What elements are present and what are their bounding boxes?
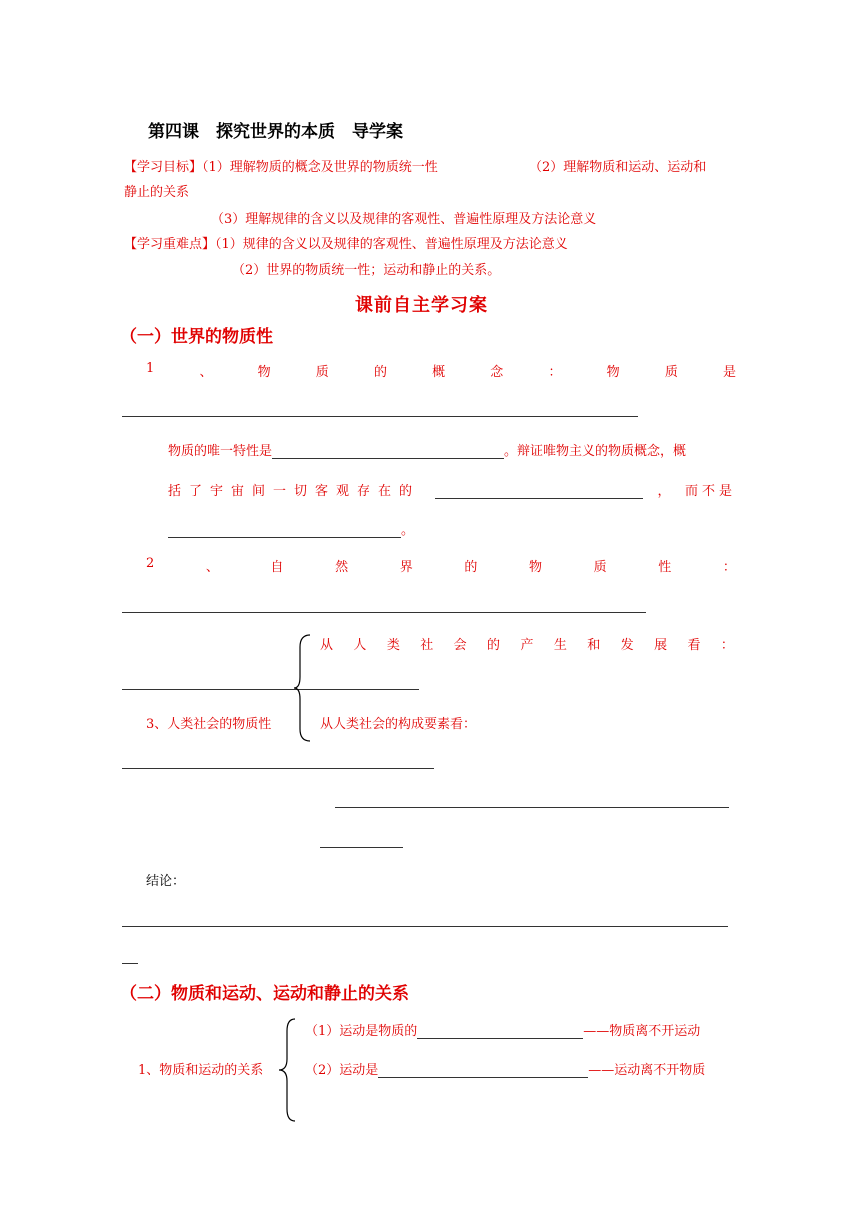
q3-blank-line2[interactable] bbox=[122, 754, 434, 769]
q1-spread-line bbox=[146, 361, 736, 380]
conclusion-blank-line[interactable] bbox=[122, 912, 728, 927]
conclusion-blank-tail[interactable] bbox=[122, 949, 138, 964]
goals-label: 【学习目标】 bbox=[124, 160, 203, 175]
spread-char: 质 bbox=[664, 365, 678, 380]
goals-item2a: （2）理解物质和运动、运动和 bbox=[529, 160, 707, 175]
spread-char: 生 bbox=[553, 638, 567, 653]
part2-blank-existence-form[interactable] bbox=[417, 1026, 583, 1039]
q3-branch1-line bbox=[320, 634, 734, 653]
spread-char: 自 bbox=[270, 560, 284, 575]
part2-branch1-prefix: （1）运动是物质的 bbox=[305, 1024, 418, 1039]
spread-char: 社 bbox=[420, 638, 434, 653]
brace-icon bbox=[277, 1017, 299, 1123]
spread-char: 质 bbox=[593, 560, 607, 575]
q3-blank-line4[interactable] bbox=[320, 833, 403, 848]
q1-blank-common-property[interactable] bbox=[435, 486, 643, 499]
part2-q1-label: 1、物质和运动的关系 bbox=[138, 1063, 264, 1078]
part2-branch2 bbox=[305, 1059, 705, 1078]
spread-char: ： bbox=[720, 638, 734, 653]
q1-line2-prefix: 物质的唯一特性是 bbox=[168, 444, 273, 459]
spread-char: 展 bbox=[654, 638, 668, 653]
q1-line2-suffix: 。辩证唯物主义的物质概念，概 bbox=[504, 444, 687, 459]
spread-char: 类 bbox=[386, 638, 400, 653]
q2-blank-line[interactable] bbox=[122, 598, 646, 613]
keypoints-item1: （1）规律的含义以及规律的客观性、普遍性原理及方法论意义 bbox=[215, 237, 568, 252]
conclusion-label: 结论： bbox=[146, 874, 186, 889]
goals-item3: （3）理解规律的含义以及规律的客观性、普遍性原理及方法论意义 bbox=[211, 212, 597, 227]
spread-char: 的 bbox=[373, 365, 387, 380]
spread-char: 发 bbox=[620, 638, 634, 653]
goals-item2b: 静止的关系 bbox=[124, 185, 190, 200]
keypoints-item2: （2）世界的物质统一性；运动和静止的关系。 bbox=[232, 263, 501, 278]
section-title: 课前自主学习案 bbox=[355, 295, 488, 316]
spread-char: 物 bbox=[606, 365, 620, 380]
part2-blank-motion-of[interactable] bbox=[378, 1065, 588, 1078]
spread-char: 1 bbox=[146, 361, 155, 376]
page-title: 第四课 探究世界的本质 导学案 bbox=[148, 122, 403, 142]
spread-char: 产 bbox=[520, 638, 534, 653]
spread-char: 念 bbox=[490, 365, 504, 380]
spread-char: 概 bbox=[432, 365, 446, 380]
q1-line3-suffix: ， 而不是 bbox=[657, 484, 736, 499]
spread-char: 界 bbox=[399, 560, 413, 575]
q1-blank-not-specific[interactable] bbox=[168, 525, 401, 538]
spread-char: 质 bbox=[315, 365, 329, 380]
keypoints-line1 bbox=[124, 233, 568, 252]
spread-char: 性 bbox=[658, 560, 672, 575]
spread-char: 是 bbox=[722, 365, 736, 380]
part2-heading: （二）物质和运动、运动和静止的关系 bbox=[120, 984, 409, 1004]
q3-blank-line3[interactable] bbox=[335, 793, 729, 808]
spread-char: 看 bbox=[687, 638, 701, 653]
q1-line2 bbox=[168, 440, 686, 459]
q3-blank-line1[interactable] bbox=[122, 675, 419, 690]
part2-branch1 bbox=[305, 1020, 700, 1039]
brace-icon bbox=[292, 633, 314, 743]
q3-branch2: 从人类社会的构成要素看： bbox=[320, 717, 477, 732]
q1-line4-suffix: 。 bbox=[401, 523, 415, 538]
spread-char: 物 bbox=[257, 365, 271, 380]
spread-char: 物 bbox=[529, 560, 543, 575]
spread-char: 的 bbox=[464, 560, 478, 575]
q1-blank-unique-property[interactable] bbox=[272, 446, 504, 459]
q2-spread-line bbox=[146, 556, 736, 575]
spread-char: 从 bbox=[320, 638, 334, 653]
q3-label: 3、人类社会的物质性 bbox=[146, 717, 272, 732]
spread-char: 人 bbox=[353, 638, 367, 653]
spread-char: 和 bbox=[587, 638, 601, 653]
spread-char: 的 bbox=[487, 638, 501, 653]
spread-char: 会 bbox=[453, 638, 467, 653]
part2-branch1-suffix: ——物质离不开运动 bbox=[583, 1024, 701, 1039]
goals-item1: （1）理解物质的概念及世界的物质统一性 bbox=[202, 160, 438, 175]
q1-line3 bbox=[168, 480, 736, 499]
keypoints-label: 【学习重难点】 bbox=[124, 237, 216, 252]
spread-char: 2 bbox=[146, 556, 155, 571]
spread-char: ： bbox=[722, 560, 736, 575]
q1-line3-prefix: 括了宇宙间一切客观存在的 bbox=[168, 484, 421, 499]
part2-branch2-prefix: （2）运动是 bbox=[305, 1063, 379, 1078]
spread-char: 然 bbox=[335, 560, 349, 575]
part2-branch2-suffix: ——运动离不开物质 bbox=[588, 1063, 706, 1078]
goals-line1 bbox=[124, 156, 438, 175]
q1-line4 bbox=[168, 519, 414, 538]
part1-heading: （一）世界的物质性 bbox=[120, 327, 273, 347]
spread-char: 、 bbox=[205, 560, 219, 575]
spread-char: 、 bbox=[199, 365, 213, 380]
q1-blank-line[interactable] bbox=[122, 402, 638, 417]
spread-char: ： bbox=[548, 365, 562, 380]
